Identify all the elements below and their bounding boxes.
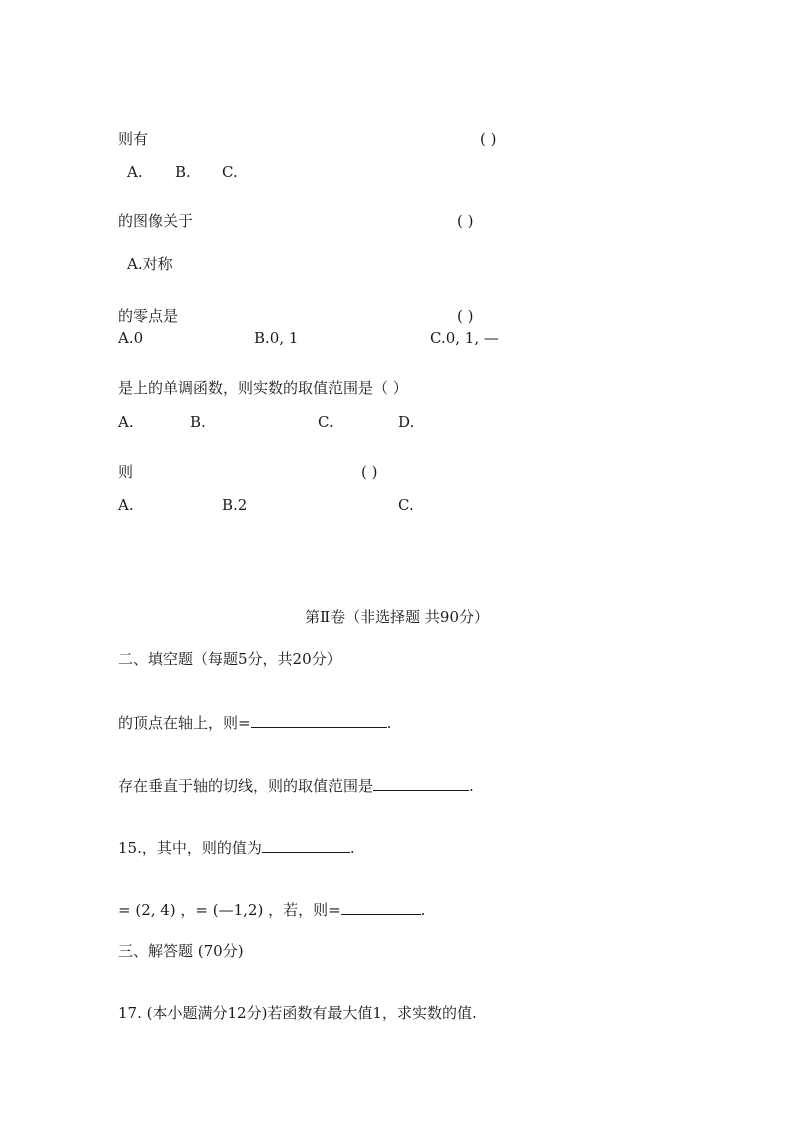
q5-option-b: B.2 — [222, 496, 248, 514]
q15-text: 15.，其中，则的值为 — [118, 839, 262, 857]
fill-section-header: 二、填空题（每题5分，共20分） — [118, 650, 342, 668]
q1-answer-parens: ( ) — [480, 130, 497, 148]
q4-option-b: B. — [190, 413, 206, 431]
q1-option-a: A. — [127, 163, 143, 181]
q13-line — [118, 713, 391, 732]
q15-end: . — [349, 839, 355, 857]
q3-answer-parens: ( ) — [457, 307, 474, 325]
q5-stem: 则 — [118, 463, 134, 481]
q5-answer-parens: ( ) — [361, 463, 378, 481]
answer-section-header: 三、解答题 (70分) — [118, 942, 244, 960]
q13-answer-blank[interactable] — [251, 713, 387, 728]
q14-answer-blank[interactable] — [373, 776, 469, 791]
q15-line — [118, 838, 355, 857]
q5-option-a: A. — [118, 496, 134, 514]
q3-option-c: C.0, 1, — — [430, 329, 499, 347]
q2-stem: 的图像关于 — [118, 212, 194, 230]
q16-text: = (2, 4) ，= (—1,2) ，若，则= — [118, 901, 341, 919]
q5-option-c: C. — [398, 496, 414, 514]
q14-line — [118, 776, 474, 795]
q15-answer-blank[interactable] — [262, 838, 350, 853]
section-ii-title: 第Ⅱ卷（非选择题 共90分） — [304, 608, 490, 626]
q16-answer-blank[interactable] — [341, 900, 421, 915]
q3-option-b: B.0, 1 — [254, 329, 299, 347]
q4-option-a: A. — [118, 413, 134, 431]
q16-line — [118, 900, 425, 919]
q13-end: . — [386, 714, 392, 732]
q1-stem: 则有 — [118, 130, 149, 148]
q4-stem: 是上的单调函数，则实数的取值范围是（ ） — [118, 379, 408, 397]
q3-option-a: A.0 — [118, 329, 144, 347]
q16-end: . — [420, 901, 426, 919]
q2-option-a: A.对称 — [127, 255, 173, 273]
q4-option-d: D. — [398, 413, 415, 431]
q14-text: 存在垂直于轴的切线，则的取值范围是 — [118, 777, 374, 795]
q4-option-c: C. — [318, 413, 334, 431]
q1-option-c: C. — [222, 163, 238, 181]
q14-end: . — [469, 777, 474, 795]
q13-text: 的顶点在轴上，则= — [118, 714, 251, 732]
q17-text: 17. (本小题满分12分)若函数有最大值1，求实数的值. — [118, 1004, 477, 1022]
q3-stem: 的零点是 — [118, 307, 179, 325]
q1-option-b: B. — [175, 163, 191, 181]
q2-answer-parens: ( ) — [457, 212, 474, 230]
